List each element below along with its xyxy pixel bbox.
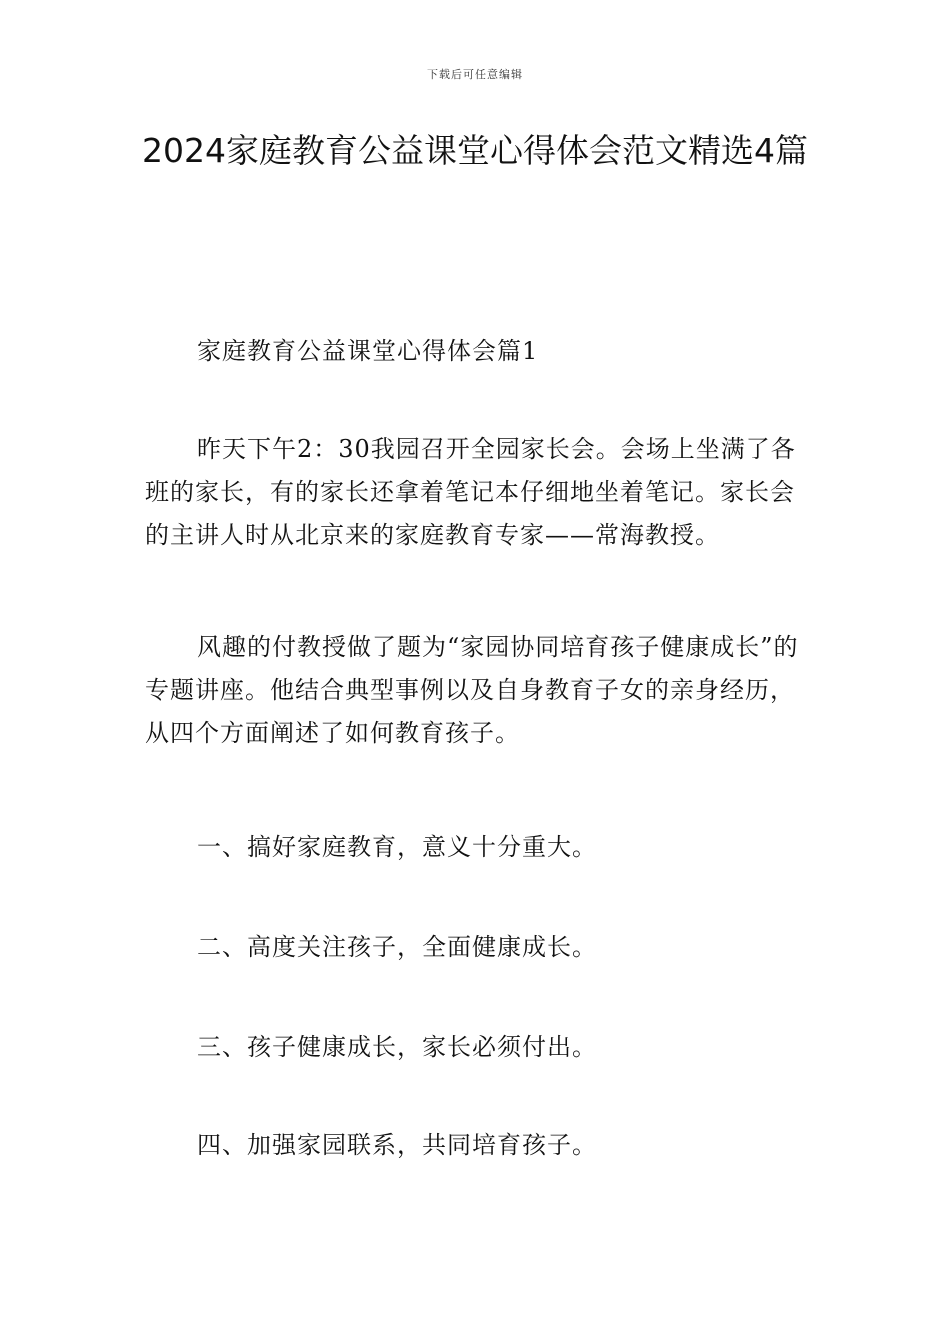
list-item: 一、搞好家庭教育，意义十分重大。 xyxy=(197,833,597,861)
paragraph: 风趣的付教授做了题为“家园协同培育孩子健康成长”的专题讲座。他结合典型事例以及自身教育子女的亲身经历，从四个方面阐述了如何教育孩子。 xyxy=(145,633,799,747)
paragraph: 昨天下午2：30我园召开全园家长会。会场上坐满了各班的家长，有的家长还拿着笔记本仔细地坐着笔记。家长会的主讲人时从北京来的家庭教育专家——常海教授。 xyxy=(145,435,796,549)
header-note: 下载后可任意编辑 xyxy=(427,68,523,81)
list-item: 四、加强家园联系，共同培育孩子。 xyxy=(197,1131,597,1159)
document-title: 2024家庭教育公益课堂心得体会范文精选4篇 xyxy=(142,131,808,170)
section-heading: 家庭教育公益课堂心得体会篇1 xyxy=(197,337,539,365)
list-item: 三、孩子健康成长，家长必须付出。 xyxy=(197,1033,597,1061)
list-item: 二、高度关注孩子，全面健康成长。 xyxy=(197,933,597,961)
